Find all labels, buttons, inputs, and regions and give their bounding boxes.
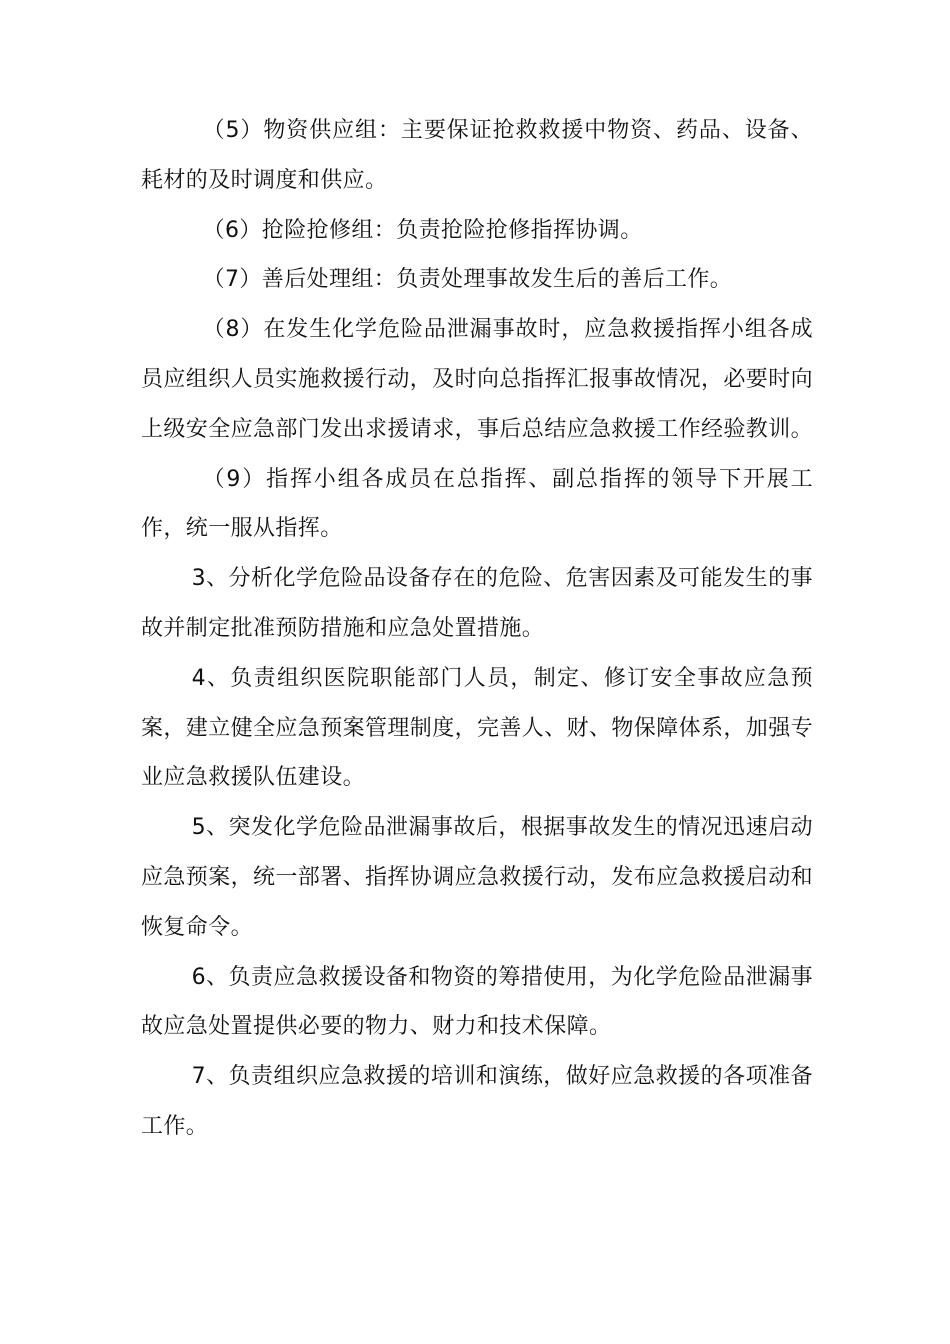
paragraph-command-obedience: （9）指挥小组各成员在总指挥、副总指挥的领导下开展工作，统一服从指挥。 xyxy=(141,466,813,542)
paragraph-item-4: 4、负责组织医院职能部门人员，制定、修订安全事故应急预案，建立健全应急预案管理制度，完善人、财、物保障体系，加强专业应急救援队伍建设。 xyxy=(141,665,814,791)
paragraph-item-3: 3、分析化学危险品设备存在的危险、危害因素及可能发生的事故并制定批准预防措施和应急处置措施。 xyxy=(141,566,813,641)
paragraph-item-7: 7、负责组织应急救援的培训和演练，做好应急救援的各项准备工作。 xyxy=(141,1064,813,1139)
paragraph-repair-group: （6）抢险抢修组：负责抢险抢修指挥协调。 xyxy=(202,217,643,243)
paragraph-supply-group: （5）物资供应组：主要保证抢救救援中物资、药品、设备、耗材的及时调度和供应。 xyxy=(141,118,813,193)
paragraph-item-5: 5、突发化学危险品泄漏事故后，根据事故发生的情况迅速启动应急预案，统一部署、指挥协调应急救援行动，发布应急救援启动和恢复命令。 xyxy=(141,815,814,940)
paragraph-aftermath-group: （7）善后处理组：负责处理事故发生后的善后工作。 xyxy=(202,267,733,293)
paragraph-leak-response: （8）在发生化学危险品泄漏事故时，应急救援指挥小组各成员应组织人员实施救援行动，及时向总指挥汇报事故情况，必要时向上级安全应急部门发出求援请求，事后总结应急救援工作经验教训。 xyxy=(141,317,814,442)
document-body xyxy=(141,106,813,1152)
paragraph-item-6: 6、负责应急救援设备和物资的筹措使用，为化学危险品泄漏事故应急处置提供必要的物力、财力和技术保障。 xyxy=(141,964,813,1040)
